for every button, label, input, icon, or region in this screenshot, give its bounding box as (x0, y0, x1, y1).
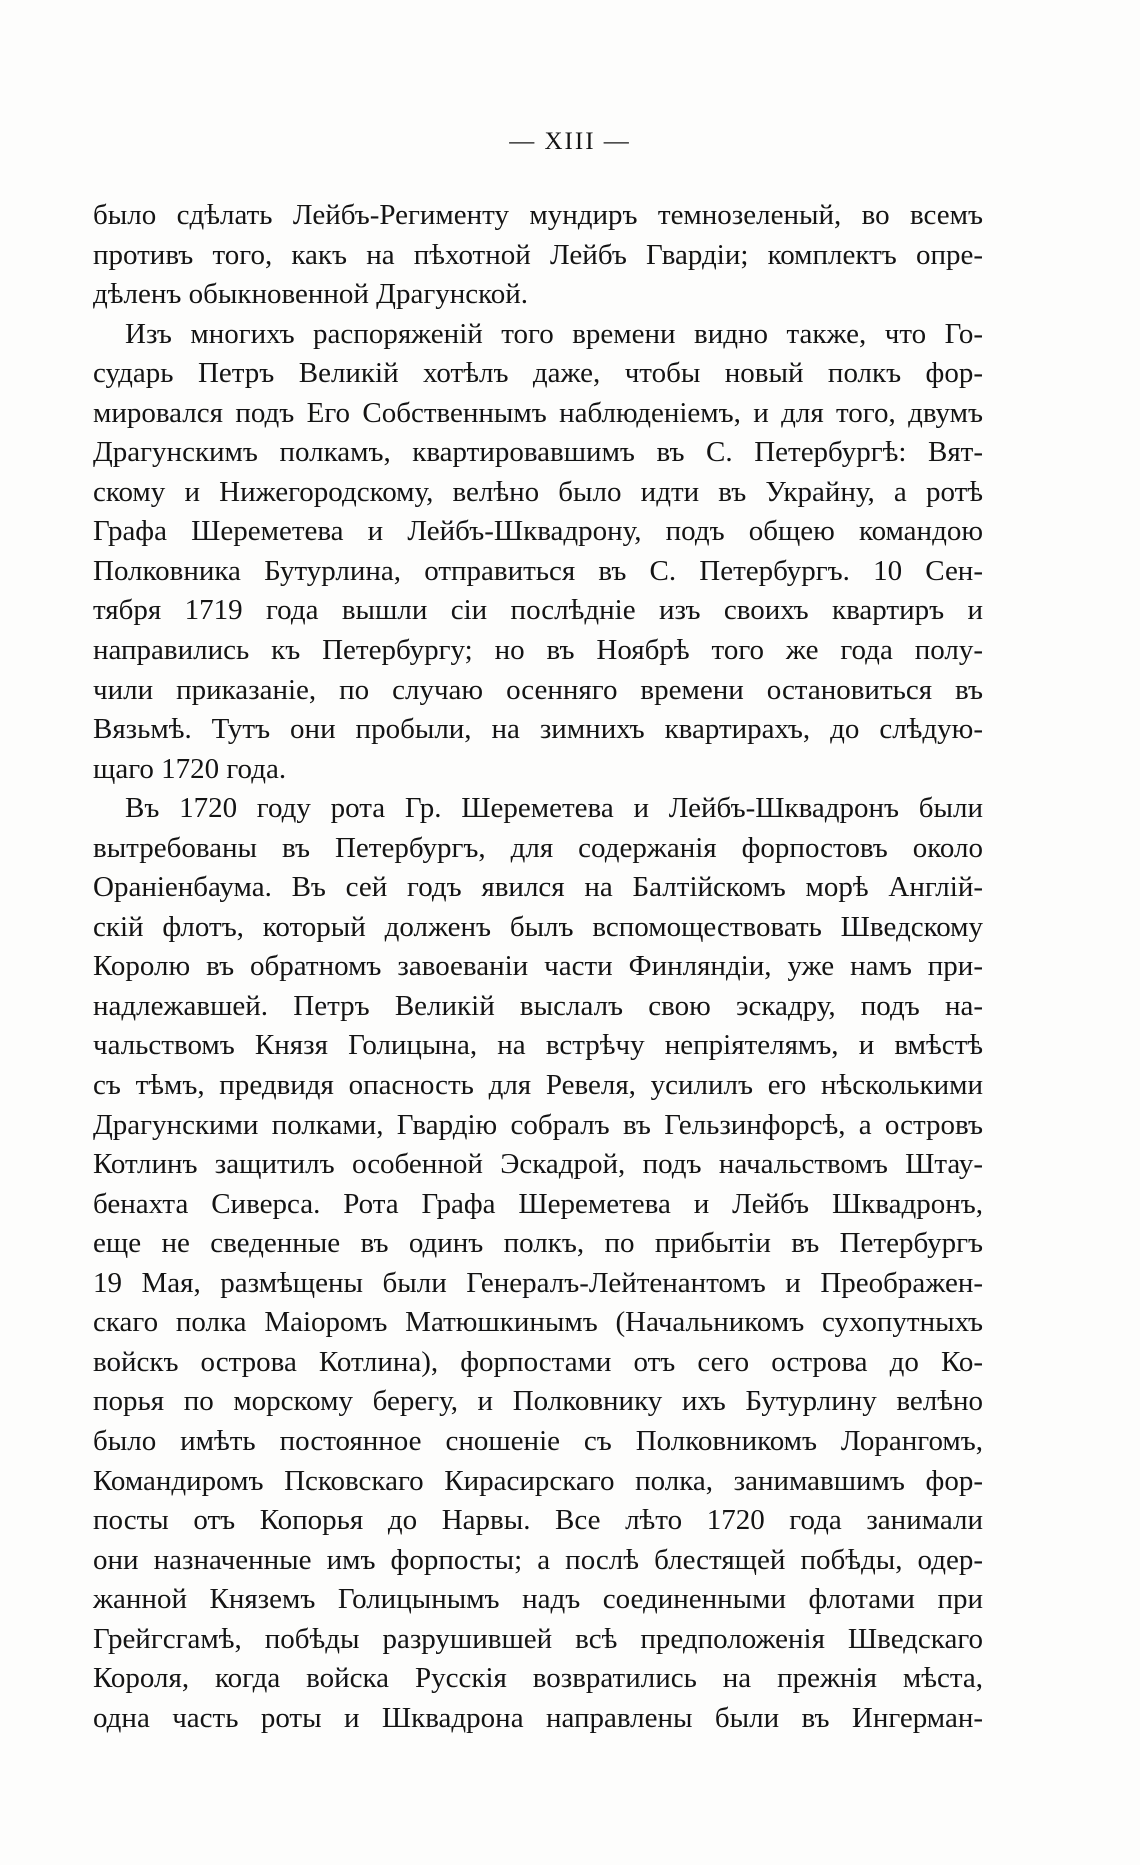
text-line: скій флотъ, который долженъ былъ вспомоществовать Шведскому (93, 910, 983, 943)
text-line: дѣленъ обыкновенной Драгунской. (93, 278, 528, 311)
text-line: Полковника Бутурлина, отправиться въ С. Петербургъ. 10 Сен- (93, 554, 983, 587)
text-line: порья по морскому берегу, и Полковнику ихъ Бутурлину велѣно (93, 1385, 983, 1418)
text-line: жанной Княземъ Голицынымъ надъ соединенными флотами при (93, 1583, 983, 1616)
text-line: Графа Шереметева и Лейбъ-Шквадрону, подъ общею командою (93, 515, 983, 548)
text-line: Изъ многихъ распоряженій того времени видно также, что Го- (125, 317, 983, 350)
text-line: войскъ острова Котлина), форпостами отъ сего острова до Ко- (93, 1345, 983, 1378)
text-line: щаго 1720 года. (93, 752, 287, 785)
text-line: Ораніенбаума. Въ сей годъ явился на Балтійскомъ морѣ Англій- (93, 871, 983, 904)
text-line: Котлинъ защитилъ особенной Эскадрой, подъ начальствомъ Штау- (93, 1148, 983, 1181)
text-line: противъ того, какъ на пѣхотной Лейбъ Гвардіи; комплектъ опре- (93, 238, 983, 271)
text-line: Драгунскимъ полкамъ, квартировавшимъ въ С. Петербургѣ: Вят- (93, 436, 983, 469)
text-line: они назначенные имъ форпосты; а послѣ блестящей побѣды, одер- (93, 1543, 983, 1576)
text-line: Королю въ обратномъ завоеваніи части Финляндіи, уже намъ при- (93, 950, 983, 983)
text-line: еще не сведенные въ одинъ полкъ, по прибытіи въ Петербургъ (93, 1227, 983, 1260)
text-line: Въ 1720 году рота Гр. Шереметева и Лейбъ-Шквадронъ были (125, 792, 983, 825)
paragraph (93, 315, 983, 790)
text-line: надлежавшей. Петръ Великій выслалъ свою эскадру, подъ на- (93, 989, 983, 1022)
text-line: Короля, когда войска Русскія возвратились на прежнія мѣста, (93, 1662, 983, 1695)
text-line: Вязьмѣ. Тутъ они пробыли, на зимнихъ квартирахъ, до слѣдую- (93, 713, 983, 746)
text-line: было имѣть постоянное сношеніе съ Полковникомъ Лорангомъ, (93, 1424, 983, 1457)
text-line: скому и Нижегородскому, велѣно было идти въ Украйну, а ротѣ (93, 475, 983, 508)
text-line: Грейгсгамѣ, побѣды разрушившей всѣ предположенія Шведскаго (93, 1622, 983, 1655)
text-line: Драгунскими полками, Гвардію собралъ въ Гельзинфорсѣ, а островъ (93, 1108, 983, 1141)
text-line: мировался подъ Его Собственнымъ наблюденіемъ, и для того, двумъ (93, 396, 983, 429)
text-line: чили приказаніе, по случаю осенняго времени остановиться въ (93, 673, 983, 706)
text-line: Командиромъ Псковскаго Кирасирскаго полка, занимавшимъ фор- (93, 1464, 983, 1497)
text-line: тября 1719 года вышли сіи послѣдніе изъ своихъ квартиръ и (93, 594, 983, 627)
text-line: одна часть роты и Шквадрона направлены были въ Ингерман- (93, 1701, 983, 1734)
text-line: чальствомъ Князя Голицына, на встрѣчу непріятелямъ, и вмѣстѣ (93, 1029, 983, 1062)
text-line: бенахта Сиверса. Рота Графа Шереметева и Лейбъ Шквадронъ, (93, 1187, 983, 1220)
text-line: 19 Мая, размѣщены были Генералъ-Лейтенантомъ и Преображен- (93, 1266, 983, 1299)
body-text (93, 196, 983, 1738)
paragraph (93, 196, 983, 315)
page-number: — XIII — (509, 128, 631, 155)
text-line: направились къ Петербургу; но въ Ноябрѣ того же года полу- (93, 634, 983, 667)
text-line: было сдѣлать Лейбъ-Регименту мундиръ темнозеленый, во всемъ (93, 199, 983, 231)
text-line: посты отъ Копорья до Нарвы. Все лѣто 1720 года занимали (93, 1504, 983, 1537)
text-line: скаго полка Маіоромъ Матюшкинымъ (Начальникомъ сухопутныхъ (93, 1306, 983, 1339)
text-line: вытребованы въ Петербургъ, для содержанія форпостовъ около (93, 831, 983, 864)
text-line: съ тѣмъ, предвидя опасность для Ревеля, усилилъ его нѣсколькими (93, 1069, 983, 1102)
paragraph (93, 789, 983, 1738)
text-line: сударь Петръ Великій хотѣлъ даже, чтобы новый полкъ фор- (93, 357, 983, 390)
